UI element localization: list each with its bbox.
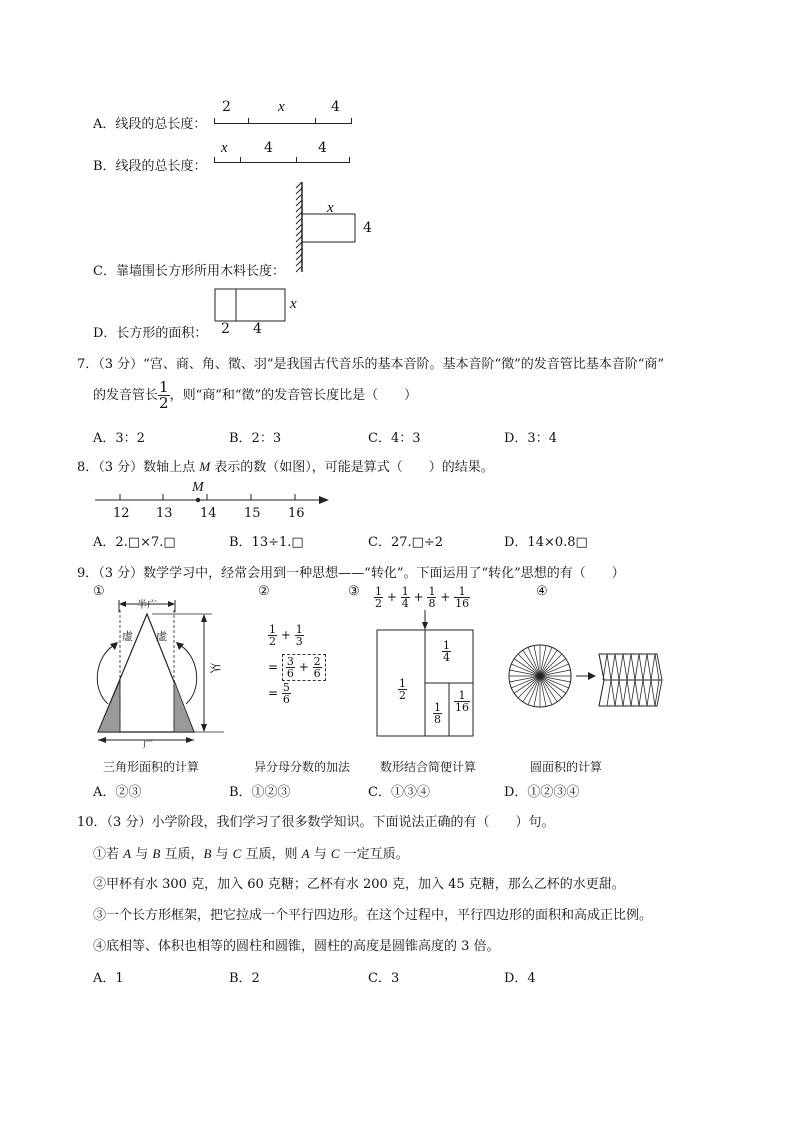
- fraction: [374, 586, 383, 609]
- triangle-left-tag: 虚: [122, 630, 133, 643]
- figure-caption: 圆面积的计算: [530, 760, 603, 774]
- fraction-denominator: 16: [455, 597, 470, 610]
- triangle-height-label: 从: [208, 662, 222, 674]
- wall-figure-top-label: x: [327, 200, 334, 216]
- fraction: [454, 690, 470, 713]
- variable: B: [152, 846, 161, 861]
- fraction-numerator: 1: [159, 378, 169, 396]
- q7-option-a[interactable]: A．3：2: [93, 431, 145, 446]
- q10-option-d[interactable]: D．4: [504, 971, 536, 986]
- q8-stem: [77, 456, 494, 475]
- segment-label: 2: [222, 99, 231, 115]
- variable: C: [232, 846, 242, 861]
- q10-option-c[interactable]: C．3: [368, 971, 400, 986]
- figure-caption: 三角形面积的计算: [103, 760, 200, 774]
- variable: A: [301, 846, 310, 861]
- q9-figure3-series: [374, 586, 470, 609]
- equals-sign: =: [268, 686, 279, 700]
- fraction: [433, 702, 442, 725]
- segment-label: 4: [264, 140, 273, 156]
- q8-stem-pre: 8．（3 分）数轴上点: [77, 460, 200, 475]
- q10-statement-4: ④底相等、体积也相等的圆柱和圆锥，圆柱的高度是圆锥高度的 3 倍。: [93, 939, 500, 954]
- wall-figure-side-label: 4: [363, 220, 372, 236]
- q8-option-d[interactable]: D．14×0.8□: [504, 535, 588, 550]
- fraction-denominator: 2: [399, 689, 406, 702]
- q8-option-a[interactable]: A．2.□×7.□: [93, 535, 176, 550]
- statement-text: 与: [131, 847, 153, 862]
- number-line-tick-label: 16: [288, 506, 305, 521]
- plus-sign: +: [386, 590, 397, 604]
- statement-text: 与: [211, 847, 233, 862]
- rect-width-label: 4: [253, 321, 262, 337]
- fraction-denominator: 2: [375, 597, 382, 610]
- q10-statement-1: [93, 843, 409, 862]
- fraction-denominator: 4: [443, 651, 450, 664]
- fraction-denominator: 6: [286, 667, 294, 680]
- q9-option-a[interactable]: A．②③: [93, 785, 142, 800]
- q7-stem-pre: 的发音管长: [93, 388, 159, 403]
- q6-option-d-rectangle: [214, 288, 289, 324]
- fraction-numerator: 1: [401, 585, 409, 598]
- fraction-numerator: 5: [282, 681, 290, 694]
- fraction-numerator: 1: [295, 623, 303, 636]
- number-line-point-label: M: [192, 480, 204, 495]
- q8-stem-post: 表示的数（如图），可能是算式（ ）的结果。: [210, 460, 494, 475]
- triangle-half-base-label: 半广: [137, 600, 157, 611]
- number-line-tick-label: 14: [200, 506, 217, 521]
- segment-label: x: [278, 99, 285, 115]
- segment-label: x: [221, 140, 228, 156]
- q10-statement-3: ③一个长方形框架，把它拉成一个平行四边形。在这个过程中，平行四边形的面积和高成正比例。: [93, 908, 653, 923]
- q7-stem-post: ，则“商”和“徵”的发音管长度比是（ ）: [169, 388, 418, 403]
- triangle-base-label: 广: [143, 740, 153, 751]
- dashed-box: [282, 654, 326, 681]
- statement-text: 互质，则: [241, 847, 302, 862]
- fraction: [295, 624, 304, 647]
- square-cell-half: [398, 678, 407, 701]
- variable: B: [203, 846, 212, 861]
- q6-option-c-label: C．靠墙围长方形所用木料长度：: [93, 264, 285, 279]
- fraction-denominator: 2: [269, 635, 276, 648]
- q9-figure3-square: [376, 608, 476, 740]
- figure-caption: 数形结合简便计算: [380, 760, 477, 774]
- variable: A: [123, 846, 132, 861]
- fraction-numerator: 1: [434, 701, 441, 714]
- fraction-row: [268, 624, 326, 650]
- segment-label: 4: [318, 140, 327, 156]
- q10-option-a[interactable]: A．1: [93, 971, 124, 986]
- statement-text: 一定互质。: [339, 847, 409, 862]
- fraction-numerator: 2: [313, 655, 321, 668]
- q7-option-b[interactable]: B．2：3: [229, 431, 282, 446]
- square-cell-eighth: [433, 702, 442, 725]
- statement-text: ①若: [93, 847, 124, 862]
- number-line-tick-label: 15: [244, 506, 261, 521]
- fraction-denominator: 16: [455, 701, 469, 714]
- figure-caption: 异分母分数的加法: [254, 760, 351, 774]
- fraction: [286, 656, 295, 679]
- plus-sign: +: [440, 590, 451, 604]
- statement-text: 互质，: [160, 847, 204, 862]
- fraction-numerator: 1: [399, 677, 406, 690]
- q9-option-c[interactable]: C．①③④: [368, 785, 430, 800]
- q9-figure2-fraction-addition: [268, 624, 326, 708]
- q6-option-a-label: A．线段的总长度：: [93, 117, 207, 132]
- q7-fraction: [158, 380, 170, 411]
- plus-sign: +: [413, 590, 424, 604]
- fraction-numerator: 1: [458, 585, 466, 598]
- figure-marker: ②: [258, 584, 270, 599]
- fraction-denominator: 8: [434, 713, 441, 726]
- plus-sign: +: [280, 628, 291, 642]
- fraction: [401, 586, 410, 609]
- fraction-row: [268, 682, 326, 708]
- q9-option-b[interactable]: B．①②③: [229, 785, 291, 800]
- fraction: [454, 586, 470, 609]
- fraction-row: [268, 654, 326, 682]
- q6-option-c-wall-figure: [288, 180, 388, 275]
- fraction-numerator: 3: [286, 655, 294, 668]
- fraction-denominator: 8: [428, 597, 436, 610]
- figure-marker: ④: [536, 584, 548, 599]
- triangle-right-tag: 虚: [156, 630, 167, 643]
- fraction: [442, 640, 451, 663]
- statement-text: 与: [309, 847, 331, 862]
- fraction: [268, 624, 277, 647]
- q10-option-b[interactable]: B．2: [229, 971, 260, 986]
- fraction-denominator: 3: [295, 635, 303, 648]
- q7-option-d[interactable]: D．3：4: [504, 431, 557, 446]
- q9-figure4-circle-transform: [504, 636, 664, 718]
- fraction-denominator: 4: [401, 597, 409, 610]
- fraction-denominator: 6: [282, 693, 290, 706]
- fraction-numerator: 1: [443, 639, 450, 652]
- q8-stem-var: M: [199, 459, 211, 474]
- variable: C: [330, 846, 340, 861]
- figure-marker: ①: [93, 584, 105, 599]
- q7-stem-line2: [93, 380, 417, 411]
- q10-stem: 10．（3 分）小学阶段，我们学习了很多数学知识。下面说法正确的有（ ）句。: [77, 815, 555, 830]
- rect-height-label: x: [290, 296, 297, 312]
- q7-option-c[interactable]: C．4：3: [368, 431, 421, 446]
- square-cell-sixteenth: [454, 690, 470, 713]
- q10-statement-2: ②甲杯有水 300 克，加入 60 克糖；乙杯有水 200 克，加入 45 克糖，那么乙杯的水更甜。: [93, 877, 625, 892]
- fraction-numerator: 1: [428, 585, 436, 598]
- fraction-numerator: 1: [375, 585, 382, 598]
- fraction: [313, 656, 322, 679]
- fraction-numerator: 1: [269, 623, 276, 636]
- q8-option-b[interactable]: B．13÷1.□: [229, 535, 304, 550]
- q6-option-d-label: D．长方形的面积：: [93, 326, 208, 341]
- rect-width-label: 2: [221, 321, 230, 337]
- square-cell-quarter: [442, 640, 451, 663]
- fraction-denominator: 2: [159, 394, 169, 412]
- number-line-tick-label: 13: [156, 506, 173, 521]
- segment-label: 4: [331, 99, 340, 115]
- equals-sign: =: [268, 660, 279, 674]
- fraction-numerator: 1: [458, 689, 466, 702]
- plus-sign: +: [298, 660, 309, 674]
- q9-option-d[interactable]: D．①②③④: [504, 785, 580, 800]
- number-line-tick-label: 12: [113, 506, 130, 521]
- q7-stem-line1: 7．（3 分）“宫、商、角、徵、羽”是我国古代音乐的基本音阶。基本音阶“徵”的发音管比基本音阶“商”: [77, 357, 665, 372]
- fraction: [282, 682, 291, 705]
- fraction: [398, 678, 407, 701]
- q8-option-c[interactable]: C．27.□÷2: [368, 535, 444, 550]
- figure-marker: ③: [348, 584, 360, 599]
- fraction-denominator: 6: [313, 667, 321, 680]
- fraction: [427, 586, 436, 609]
- q9-stem: 9．（3 分）数学学习中，经常会用到一种思想——“转化”。下面运用了“转化”思想的有（ ）: [77, 566, 625, 581]
- q6-option-b-label: B．线段的总长度：: [93, 159, 207, 174]
